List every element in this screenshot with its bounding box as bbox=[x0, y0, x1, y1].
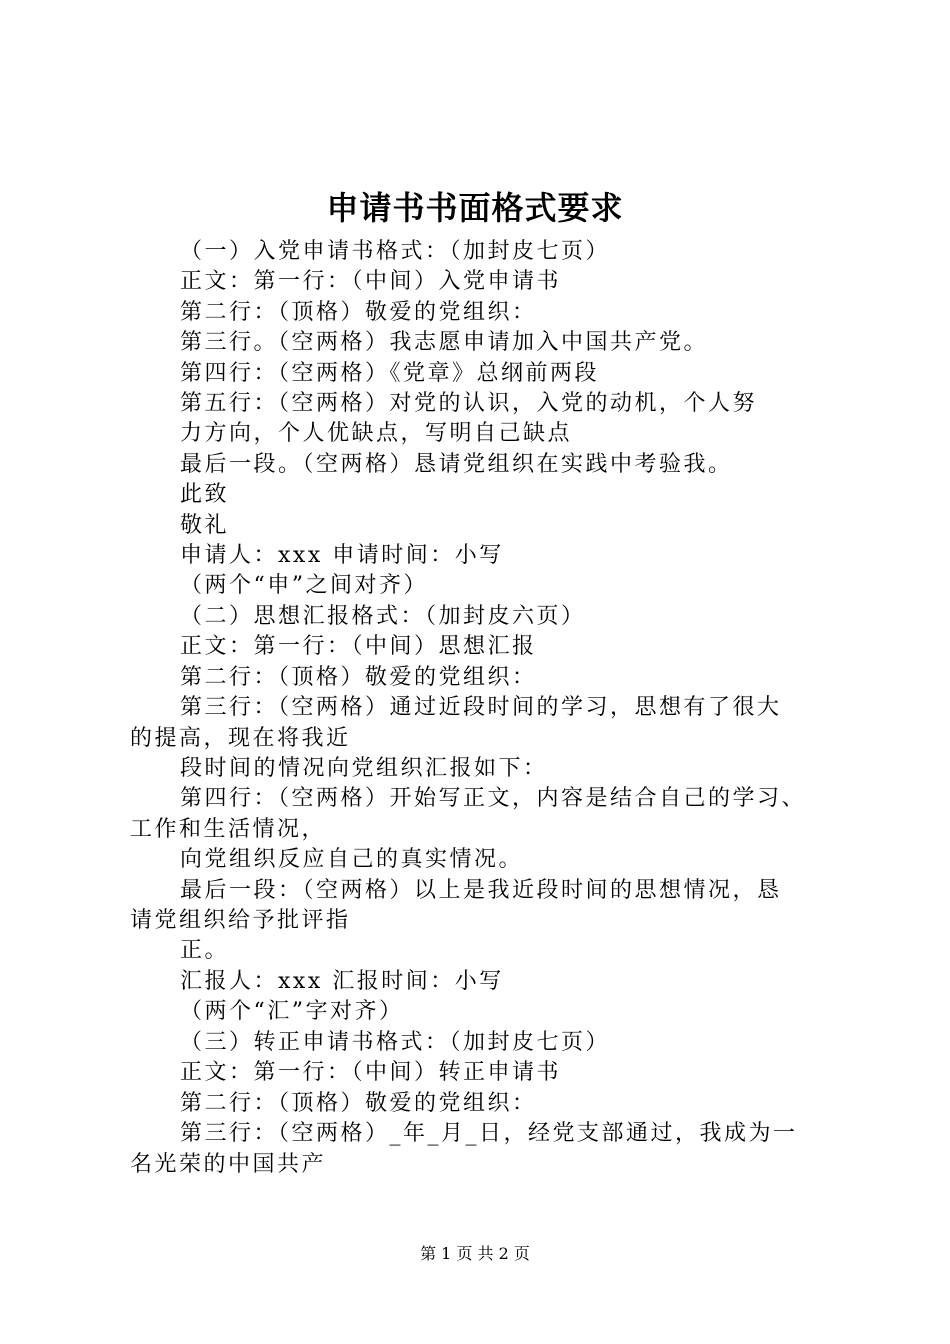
text-line: （一）入党申请书格式：（加封皮七页） bbox=[180, 239, 611, 264]
text-line: 第四行：（空两格）开始写正文，内容是结合自己的学习、 bbox=[180, 786, 807, 811]
text-line: 第二行：（顶格）敬爱的党组织： bbox=[180, 665, 537, 690]
text-line: 的提高，现在将我近 bbox=[130, 726, 351, 751]
text-line: 请党组织给予批评指 bbox=[130, 908, 351, 933]
page-number: 第 1 页 共 2 页 bbox=[420, 1244, 530, 1263]
text-line: （两个“申”之间对齐） bbox=[180, 573, 428, 598]
text-line: 第五行：（空两格）对党的认识，入党的动机，个人努 bbox=[180, 391, 758, 416]
text-line: 第二行：（顶格）敬爱的党组织： bbox=[180, 300, 537, 325]
text-line: 第三行：（空两格）通过近段时间的学习，思想有了很大 bbox=[180, 695, 782, 720]
text-line: 敬礼 bbox=[180, 513, 230, 538]
text-line: 力方向，个人优缺点，写明自己缺点 bbox=[180, 421, 573, 446]
text-line: 名光荣的中国共产 bbox=[130, 1152, 327, 1177]
text-line: 最后一段：（空两格）以上是我近段时间的思想情况，恳 bbox=[180, 878, 782, 903]
document-title: 申请书书面格式要求 bbox=[326, 189, 624, 227]
text-line: 工作和生活情况， bbox=[130, 817, 327, 842]
text-line: 第二行：（顶格）敬爱的党组织： bbox=[180, 1091, 537, 1116]
text-line: 第三行：（空两格）_年_月_日，经党支部通过，我成为一 bbox=[180, 1121, 798, 1146]
text-line: 段时间的情况向党组织汇报如下： bbox=[180, 756, 548, 781]
text-line: 向党组织反应自己的真实情况。 bbox=[180, 847, 524, 872]
text-line: 最后一段。（空两格）恳请党组织在实践中考验我。 bbox=[180, 452, 733, 477]
text-line: 正文：第一行：（中间）转正申请书 bbox=[180, 1060, 562, 1085]
text-line: 此致 bbox=[180, 482, 230, 507]
text-line: 第四行：（空两格）《党章》总纲前两段 bbox=[180, 361, 600, 386]
text-line: 第三行。（空两格）我志愿申请加入中国共产党。 bbox=[180, 330, 709, 355]
text-line: （两个“汇”字对齐） bbox=[180, 999, 404, 1024]
text-line: 正。 bbox=[180, 938, 230, 963]
text-line: 正文：第一行：（中间）思想汇报 bbox=[180, 634, 537, 659]
text-line: （二）思想汇报格式：（加封皮六页） bbox=[180, 604, 586, 629]
text-line: 汇报人：xxx 汇报时间：小写 bbox=[180, 969, 504, 994]
text-line: 正文：第一行：（中间）入党申请书 bbox=[180, 269, 562, 294]
text-line: 申请人：xxx 申请时间：小写 bbox=[180, 543, 504, 568]
text-line: （三）转正申请书格式：（加封皮七页） bbox=[180, 1030, 611, 1055]
